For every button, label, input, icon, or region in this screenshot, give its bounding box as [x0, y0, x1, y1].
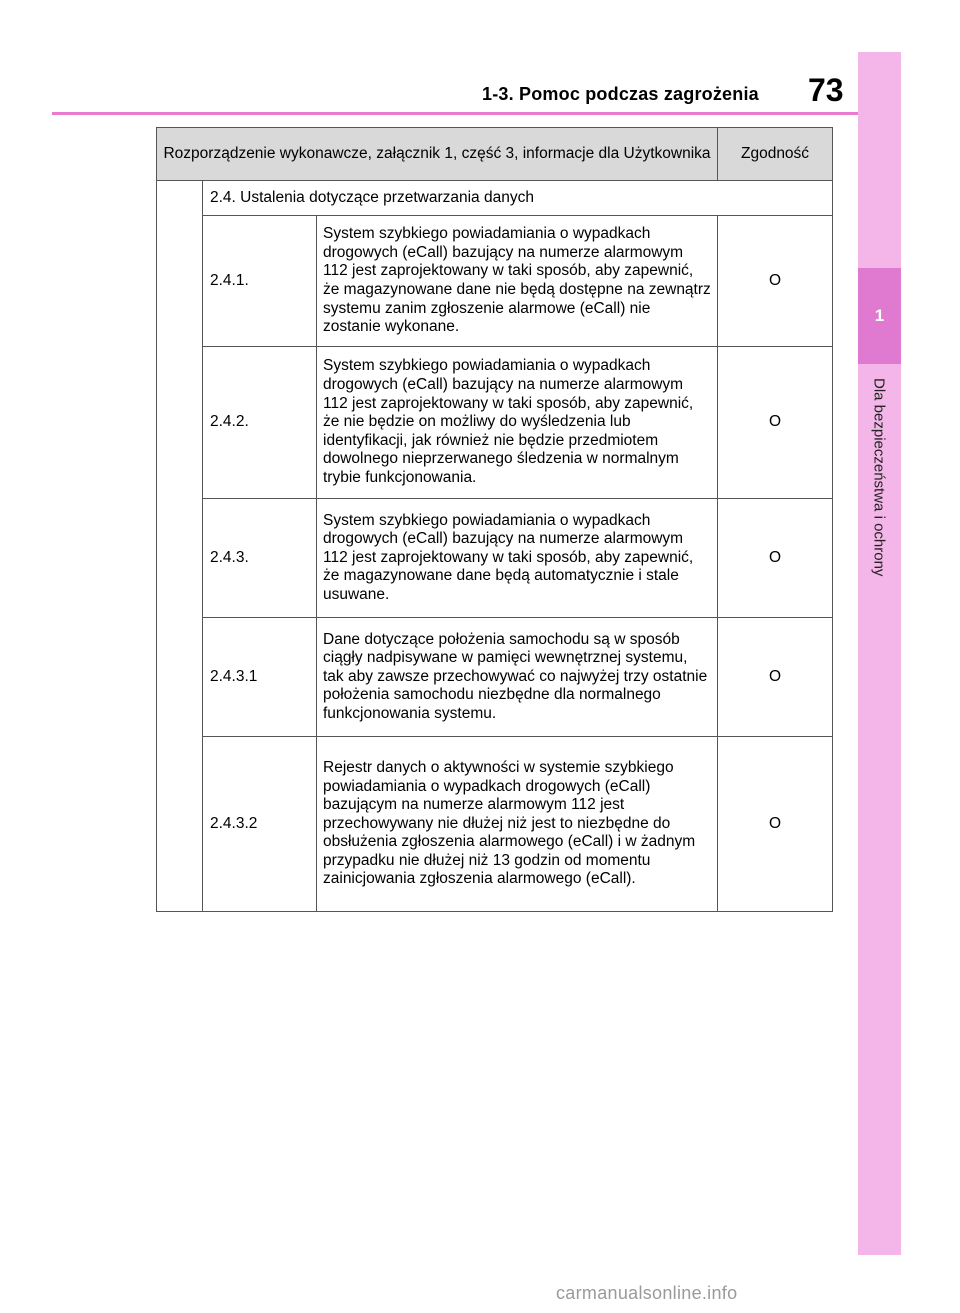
row-text: Dane dotyczące położenia samochodu są w sposób ciągły nadpisywane w pamięci wewnętrznej systemu, tak aby zawsze przechowywać co najwyżej trzy ostatnie położenia samochodu niezbędne dla normalnego funkcjonowania systemu.	[317, 618, 718, 737]
section-title: 1-3. Pomoc podczas zagrożenia	[482, 84, 759, 104]
row-compliance: O	[718, 499, 833, 618]
header-regulation: Rozporządzenie wykonawcze, załącznik 1, część 3, informacje dla Użytkownika	[157, 128, 718, 181]
indent-cell	[157, 181, 203, 912]
table-row	[157, 499, 833, 618]
row-number: 2.4.1.	[203, 216, 317, 347]
table-row	[157, 216, 833, 347]
row-number: 2.4.3.	[203, 499, 317, 618]
header-compliance: Zgodność	[718, 128, 833, 181]
watermark: carmanualsonline.info	[556, 1283, 738, 1303]
row-compliance: O	[718, 737, 833, 912]
row-text: Rejestr danych o aktywności w systemie szybkiego powiadamiania o wypadkach drogowych (eCall) bazującym na numerze alarmowym 112 jest przechowywany nie dłużej niż jest to niezbędne do obsłużenia zgłoszenia alarmowego (eCall) i w żadnym przypadku nie dłużej niż 13 godzin od momentu zainicjowania zgłoszenia alarmowego (eCall).	[317, 737, 718, 912]
table-header-row	[157, 128, 833, 181]
row-text: System szybkiego powiadamiania o wypadkach drogowych (eCall) bazujący na numerze alarmowym 112 jest zaprojektowany w taki sposób, aby zapewnić, że magazynowane dane będą automatycznie i stale usuwane.	[317, 499, 718, 618]
row-number: 2.4.3.1	[203, 618, 317, 737]
compliance-table	[156, 127, 833, 912]
page-number: 73	[808, 72, 844, 108]
header-rule	[52, 112, 858, 115]
row-compliance: O	[718, 216, 833, 347]
section-heading-row	[157, 181, 833, 216]
chapter-side-tab	[858, 52, 901, 1255]
section-heading: 2.4. Ustalenia dotyczące przetwarzania danych	[203, 181, 833, 216]
row-text: System szybkiego powiadamiania o wypadkach drogowych (eCall) bazujący na numerze alarmowym 112 jest zaprojektowany w taki sposób, aby zapewnić, że nie będzie on możliwy do wyśledzenia lub identyfikacji, jak również nie będzie przedmiotem dowolnego nieprzerwanego śledzenia w normalnym trybie funkcjonowania.	[317, 347, 718, 499]
chapter-label: Dla bezpieczeństwa i ochrony	[870, 378, 888, 577]
table-row	[157, 347, 833, 499]
table-row	[157, 618, 833, 737]
row-number: 2.4.2.	[203, 347, 317, 499]
row-compliance: O	[718, 347, 833, 499]
table-row	[157, 737, 833, 912]
row-compliance: O	[718, 618, 833, 737]
row-text: System szybkiego powiadamiania o wypadkach drogowych (eCall) bazujący na numerze alarmowym 112 jest zaprojektowany w taki sposób, aby zapewnić, że magazynowane dane nie będą dostępne na zewnątrz systemu zanim zgłoszenie alarmowe (eCall) nie zostanie wykonane.	[317, 216, 718, 347]
row-number: 2.4.3.2	[203, 737, 317, 912]
chapter-number-tab: 1	[858, 268, 901, 364]
